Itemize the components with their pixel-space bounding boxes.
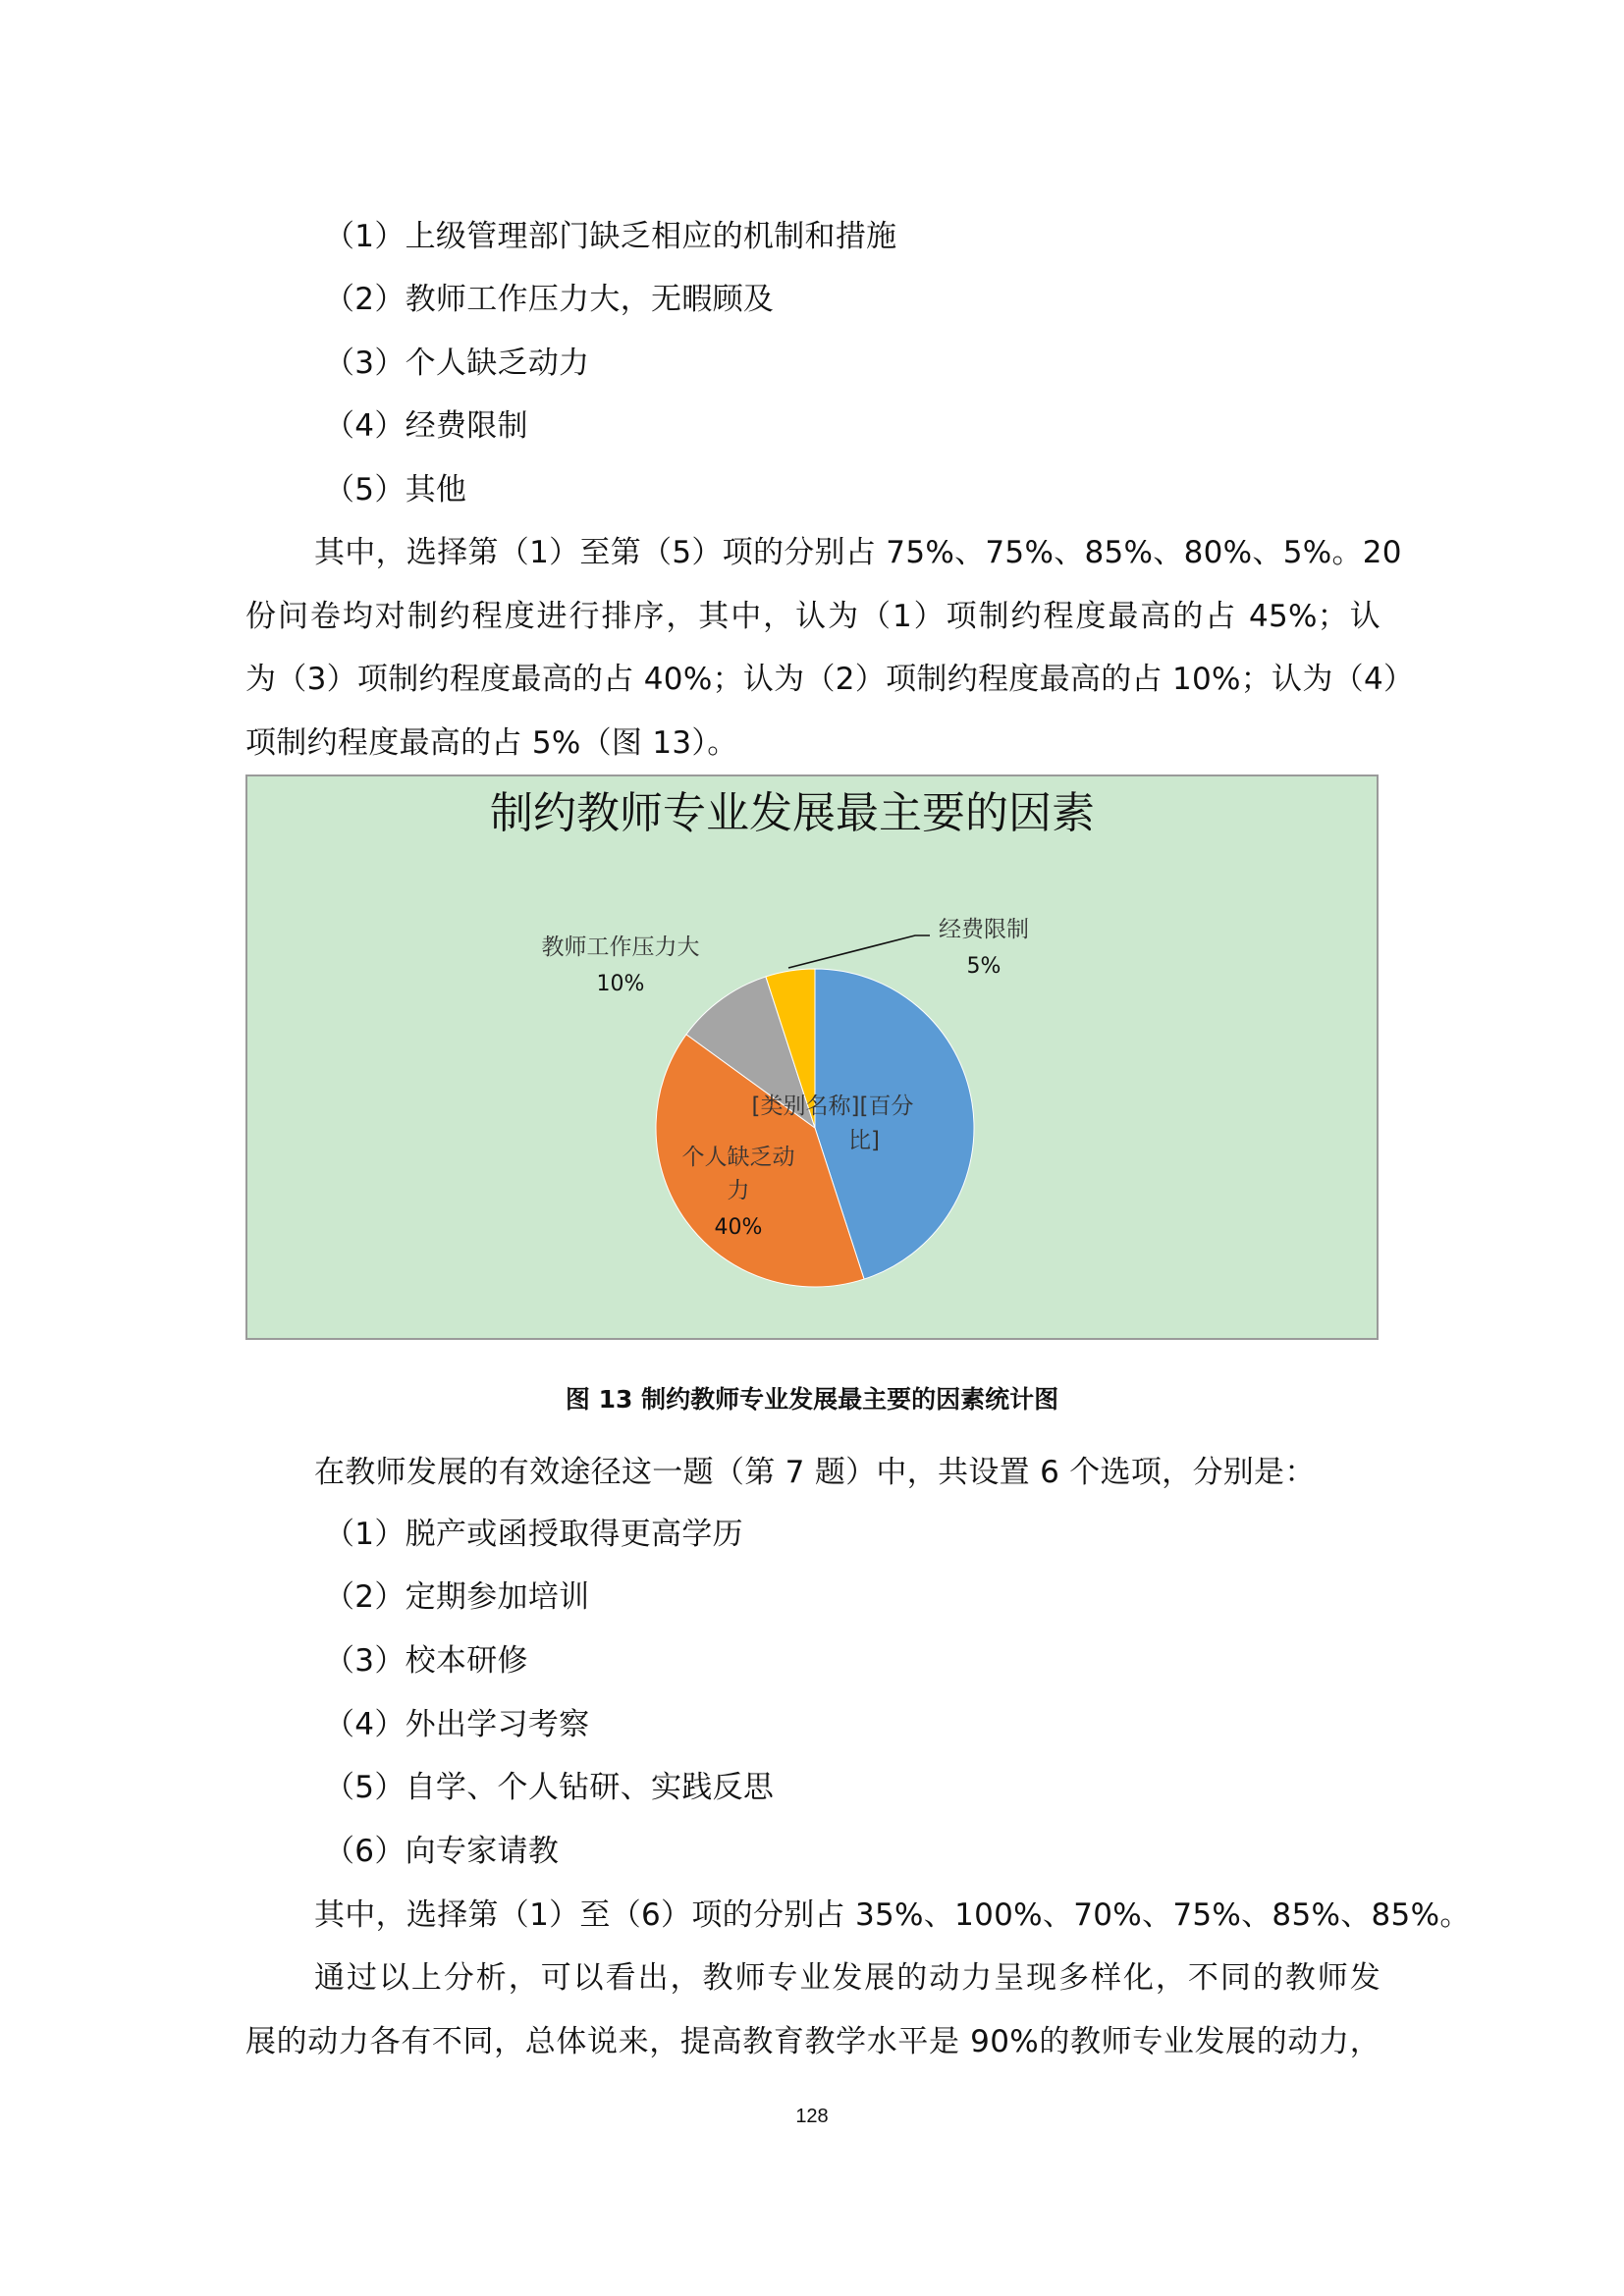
paragraph-line: 其中，选择第（1）至（6）项的分别占 35%、100%、70%、75%、85%、85%。 bbox=[314, 1897, 1471, 1933]
path-item: （4）外出学习考察 bbox=[324, 1707, 590, 1742]
path-item: （2）定期参加培训 bbox=[324, 1579, 590, 1615]
paragraph-line: 通过以上分析，可以看出，教师专业发展的动力呈现多样化，不同的教师发 bbox=[314, 1960, 1380, 1996]
slice-label-line: 40% bbox=[714, 1215, 763, 1240]
slice-label-line: 经费限制 bbox=[939, 917, 1029, 942]
intro-item: （1）上级管理部门缺乏相应的机制和措施 bbox=[324, 219, 897, 254]
slice-label-line: 力 bbox=[727, 1178, 750, 1203]
pie-chart bbox=[245, 774, 1379, 1340]
path-item: （1）脱产或函授取得更高学历 bbox=[324, 1517, 743, 1552]
paragraph-line: 份问卷均对制约程度进行排序，其中，认为（1）项制约程度最高的占 45%；认 bbox=[245, 599, 1380, 634]
slice-label-line: [类别名称][百分 bbox=[751, 1094, 914, 1119]
slice-label-line: 教师工作压力大 bbox=[541, 934, 700, 960]
slice-label-line: 10% bbox=[596, 972, 645, 996]
page-number: 128 bbox=[795, 2106, 829, 2127]
figure-caption: 图 13 制约教师专业发展最主要的因素统计图 bbox=[565, 1385, 1059, 1414]
path-item: （3）校本研修 bbox=[324, 1643, 528, 1679]
chart-title: 制约教师专业发展最主要的因素 bbox=[490, 788, 1095, 838]
paragraph-line: 在教师发展的有效途径这一题（第 7 题）中，共设置 6 个选项，分别是： bbox=[314, 1455, 1316, 1490]
intro-item: （4）经费限制 bbox=[324, 408, 528, 444]
paragraph-line: 展的动力各有不同，总体说来，提高教育教学水平是 90%的教师专业发展的动力， bbox=[245, 2024, 1380, 2059]
path-item: （5）自学、个人钻研、实践反思 bbox=[324, 1770, 775, 1805]
path-item: （6）向专家请教 bbox=[324, 1834, 560, 1869]
paragraph-line: 项制约程度最高的占 5%（图 13）。 bbox=[245, 725, 738, 761]
leader-line bbox=[788, 935, 930, 968]
paragraph-line: 其中，选择第（1）至第（5）项的分别占 75%、75%、85%、80%、5%。20 bbox=[314, 535, 1402, 570]
intro-item: （2）教师工作压力大，无暇顾及 bbox=[324, 282, 775, 317]
slice-label-line: 5% bbox=[966, 954, 1001, 979]
slice-label-line: 比] bbox=[848, 1128, 880, 1153]
intro-item: （5）其他 bbox=[324, 472, 467, 507]
paragraph-line: 为（3）项制约程度最高的占 40%；认为（2）项制约程度最高的占 10%；认为（4） bbox=[245, 662, 1415, 697]
intro-item: （3）个人缺乏动力 bbox=[324, 346, 590, 381]
slice-label-line: 个人缺乏动 bbox=[681, 1145, 795, 1170]
pie-chart-svg bbox=[247, 776, 1377, 1338]
